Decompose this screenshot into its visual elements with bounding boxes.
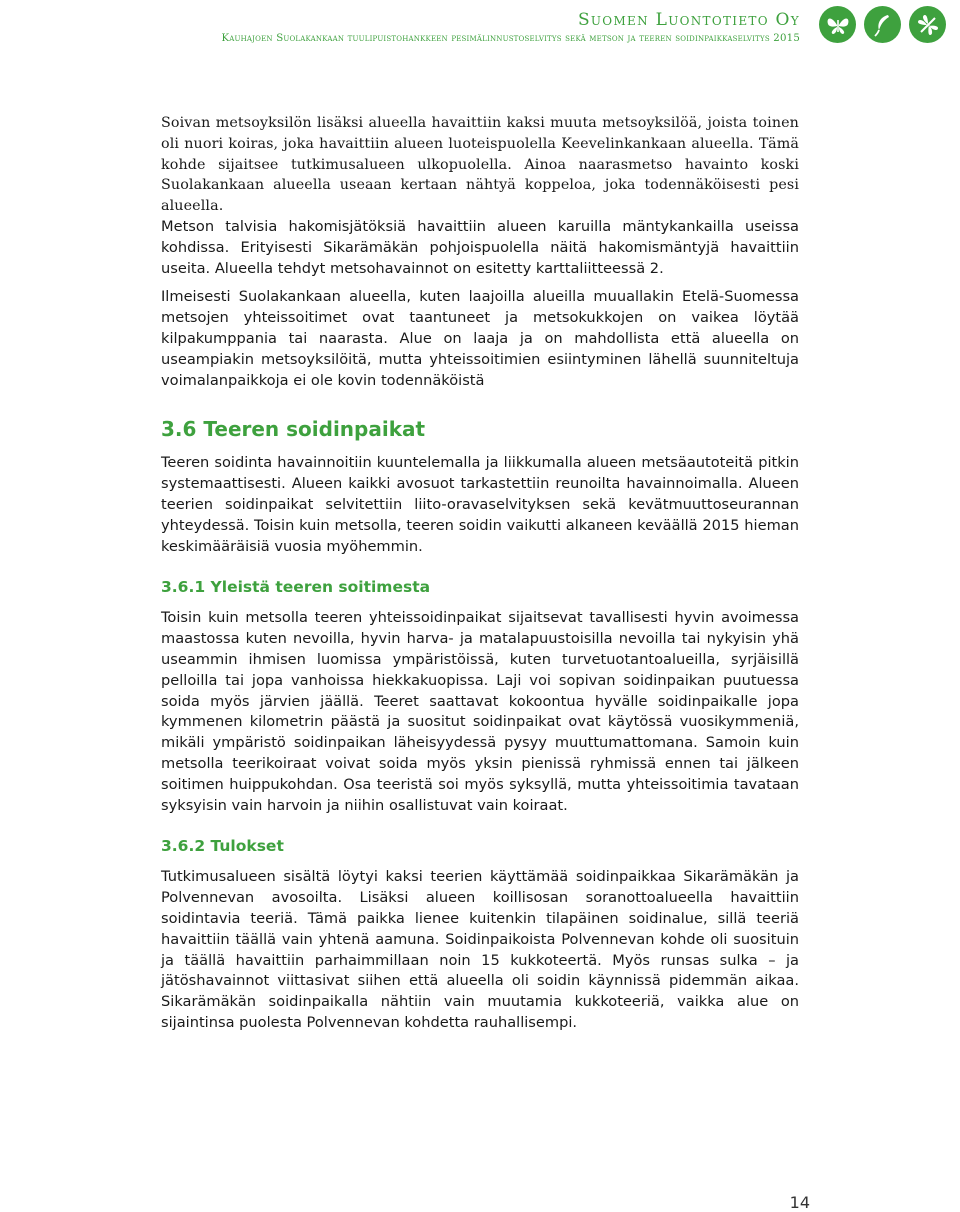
page-body <box>161 113 799 1034</box>
paragraph-metso-observations: Soivan metsoyksilön lisäksi alueella havaittiin kaksi muuta metsoyksilöä, joista toinen oli nuori koiras, joka havaittiin alueen luoteispuolella Keevelinkankaan alueella. Tämä kohde sijaitsee tutkimusalueen ulkopuolella. Ainoa naarasmetso havainto koski Suolakankaan alueella useaan kertaan nähtyä koppeloa, joka todennäköisesti pesi alueella. <box>161 115 799 215</box>
page-number: 14 <box>789 1193 810 1212</box>
page-header <box>221 10 800 44</box>
paragraph-teeri-method: Teeren soidinta havainnoitiin kuuntelemalla ja liikkumalla alueen metsäautoteitä pitkin systemaattisesti. Alueen kaikki avosuot tarkastettiin reunoilta havainnoimalla. Alueen teerien soidinpaikat selvitettiin liito-oravaselvityksen sekä kevätmuuttoseurannan yhteydessä. Toisin kuin metsolla, teeren soidin vaikutti alkaneen keväällä 2015 hieman keskimääräisiä vuosia myöhemmin. <box>161 454 799 555</box>
logo-group <box>819 6 946 43</box>
dragonfly-icon <box>909 6 946 43</box>
paragraph-metso-feeding: Metson talvisia hakomisjätöksiä havaittiin alueen karuilla mäntykankailla useissa kohdissa. Erityisesti Sikarämäkän pohjoispuolella näitä hakomismäntyjä havaittiin useita. Alueella tehdyt metsohavainnot on esitetty karttaliitteessä 2. <box>161 217 799 277</box>
paragraph-teeri-general: Toisin kuin metsolla teeren yhteissoidinpaikat sijaitsevat tavallisesti hyvin avoimessa maastossa kuten nevoilla, hyvin harva- ja matalapuustoisilla nevoilla tai nykyisin yhä useammin ihmisen luomissa ympäristöissä, kuten turvetuotantoalueilla, syrjäisillä pelloilla tai jopa vanhoissa hiekkakuopissa. Laji voi sopivan soidinpaikan puutuessa soida myös järvien jäällä. Teeret saattavat kokoontua hyvälle soidinpaikalle jopa kymmenen kilometrin päästä ja suositut soidinpaikat ovat käytössä vuosikymmeniä, mikäli ympäristö soidinpaikan läheisyydessä pysyy muuttumattomana. Samoin kuin metsolla teerikoiraat voivat soida myös yksin pienissä ryhmissä ennen tai jälkeen soitimen huippukohdan. Osa teeristä soi myös syksyllä, mutta yhteissoitimia tavataan syksyisin vain harvoin ja niihin osallistuvat vain koiraat. <box>161 609 799 814</box>
report-title: Kauhajoen Suolakankaan tuulipuistohankkeen pesimälinnustoselvitys sekä metson ja teeren soidinpaikkaselvitys 2015 <box>221 33 800 44</box>
company-name: Suomen Luontotieto Oy <box>577 10 800 30</box>
section-heading-3-6-1: 3.6.1 Yleistä teeren soitimesta <box>161 578 431 597</box>
section-heading-3-6-2: 3.6.2 Tulokset <box>161 837 284 856</box>
paragraph-teeri-results: Tutkimusalueen sisältä löytyi kaksi teerien käyttämää soidinpaikkaa Sikarämäkän ja Polvennevan avosoilta. Lisäksi alueen koillisosan soranottoalueella havaittiin soidintavia teeriä. Tämä paikka lienee kuitenkin tilapäinen soidinalue, sillä teeriä havaittiin täällä vain yhtenä aamuna. Soidinpaikoista Polvennevan kohde oli suosituin ja täällä havaittiin parhaimmillaan noin 15 kukkoteertä. Myös runsas sulka – ja jätöshavainnot viittasivat siihen että alueella oli soidin käynnissä pidemmän aikaa. Sikarämäkän soidinpaikalla nähtiin vain muutamia kukkoteeriä, vaikka alue on sijaintinsa puolesta Polvennevan kohdetta rauhallisempi. <box>161 868 799 1031</box>
section-heading-3-6: 3.6 Teeren soidinpaikat <box>161 417 426 442</box>
paragraph-metso-summary: Ilmeisesti Suolakankaan alueella, kuten laajoilla alueilla muuallakin Etelä-Suomessa metsojen yhteissoitimet ovat taantuneet ja metsokukkojen on vaikea löytää kilpakumppania tai naarasta. Alue on laaja ja on mahdollista että alueella on useampiakin metsoyksilöitä, mutta yhteissoitimien esiintyminen lähellä suunniteltuja voimalanpaikkoja ei ole kovin todennäköistä <box>161 288 799 389</box>
butterfly-icon <box>819 6 856 43</box>
leaf-icon <box>864 6 901 43</box>
